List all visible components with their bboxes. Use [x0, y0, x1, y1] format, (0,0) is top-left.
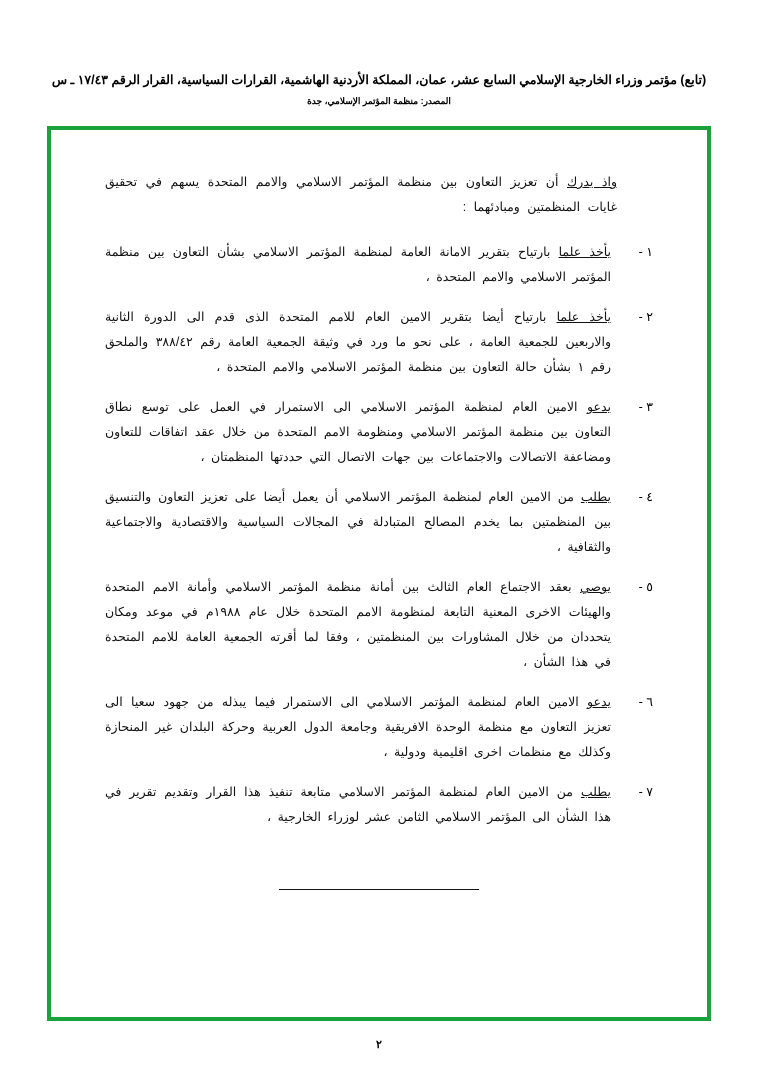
clause-item: [105, 395, 653, 470]
clause-item: [105, 690, 653, 765]
clause-number: ٧ -: [638, 785, 653, 799]
clause-text: يدعو الامين العام لمنظمة المؤتمر الاسلامي الى الاستمرار فيما يبذله من جهود سعيا الى تعزيز التعاون مع منظمة الوحدة الافريقية وجامعة الدول العربية وحركة البلدان غير المنحازة وكذلك مع منظمات اخرى اقليمية ودولية ،: [105, 695, 611, 759]
clause-text: يوصي بعقد الاجتماع العام الثالث بين أمانة منظمة المؤتمر الاسلامي وأمانة الامم المتحدة والهيئات الاخرى المعنية التابعة لمنظومة الامم المتحدة خلال عام ١٩٨٨م في موعد ومكان يتحددان من خلال المشاورات بين المنظمتين ، وفقا لما أقرته الجمعية العامة للامم المتحدة في هذا الشأن ،: [105, 580, 611, 669]
clause-number: ٦ -: [638, 695, 653, 709]
document-frame: [47, 126, 711, 1021]
clause-number: ١ -: [638, 245, 653, 259]
clause-item: [105, 485, 653, 560]
horizontal-rule: [53, 877, 705, 895]
page-number: ٢: [376, 1039, 382, 1051]
document-sheet: [53, 132, 705, 1015]
header-source: المصدر: منظمة المؤتمر الإسلامي، جدة: [307, 95, 451, 106]
preamble-paragraph: واذ يدرك أن تعزيز التعاون بين منظمة المؤتمر الاسلامي والامم المتحدة يسهم في تحقيق غايات المنظمتين ومبادئهما :: [105, 175, 617, 214]
clause-item: [105, 575, 653, 675]
clause-item: [105, 305, 653, 380]
clause-text: يأخذ علما بارتياح بتقرير الامانة العامة لمنظمة المؤتمر الاسلامي بشأن التعاون بين منظمة المؤتمر الاسلامي والامم المتحدة ،: [105, 245, 611, 284]
clause-number: ٣ -: [638, 400, 653, 414]
header-title: (تابع) مؤتمر وزراء الخارجية الإسلامي السابع عشر، عمان، المملكة الأردنية الهاشمية، القرارات السياسية، القرار الرقم ١٧/٤٣ ـ س: [51, 73, 707, 87]
clause-text: يأخذ علما بارتياح أيضا بتقرير الامين العام للامم المتحدة الذى قدم الى الدورة الثانية والاربعين للجمعية العامة ، على نحو ما ورد في وثيقة الجمعية العامة رقم ٣٨٨/٤٢ والملحق رقم ١ بشأن حالة التعاون بين منظمة المؤتمر الاسلامي والامم المتحدة ،: [105, 310, 612, 374]
clause-text: يطلب من الامين العام لمنظمة المؤتمر الاسلامي أن يعمل أيضا على تعزيز التعاون والتنسيق بين المنظمتين بما يخدم المصالح المتبادلة في المجالات السياسية والاقتصادية والاجتماعية والثقافية ،: [105, 490, 611, 554]
clause-text: يدعو الامين العام لمنظمة المؤتمر الاسلامي الى الاستمرار في العمل على توسع نطاق التعاون بين منظمة المؤتمر الاسلامي ومنظومة الامم المتحدة من خلال عقد اتفاقات للتعاون ومضاعفة الاتصالات والاجتماعات بين جهات الاتصال التي حددتها المنظمتان ،: [105, 400, 611, 464]
page-header: [0, 72, 758, 107]
document-body: [105, 170, 653, 845]
clause-text: يطلب من الامين العام لمنظمة المؤتمر الاسلامي متابعة تنفيذ هذا القرار وتقديم تقرير في هذا الشأن الى المؤتمر الاسلامي الثامن عشر لوزراء الخارجية ،: [105, 785, 611, 824]
clause-number: ٢ -: [638, 310, 653, 324]
clause-item: [105, 240, 653, 290]
clause-number: ٤ -: [638, 490, 653, 504]
clause-number: ٥ -: [638, 580, 653, 594]
clause-item: [105, 780, 653, 830]
